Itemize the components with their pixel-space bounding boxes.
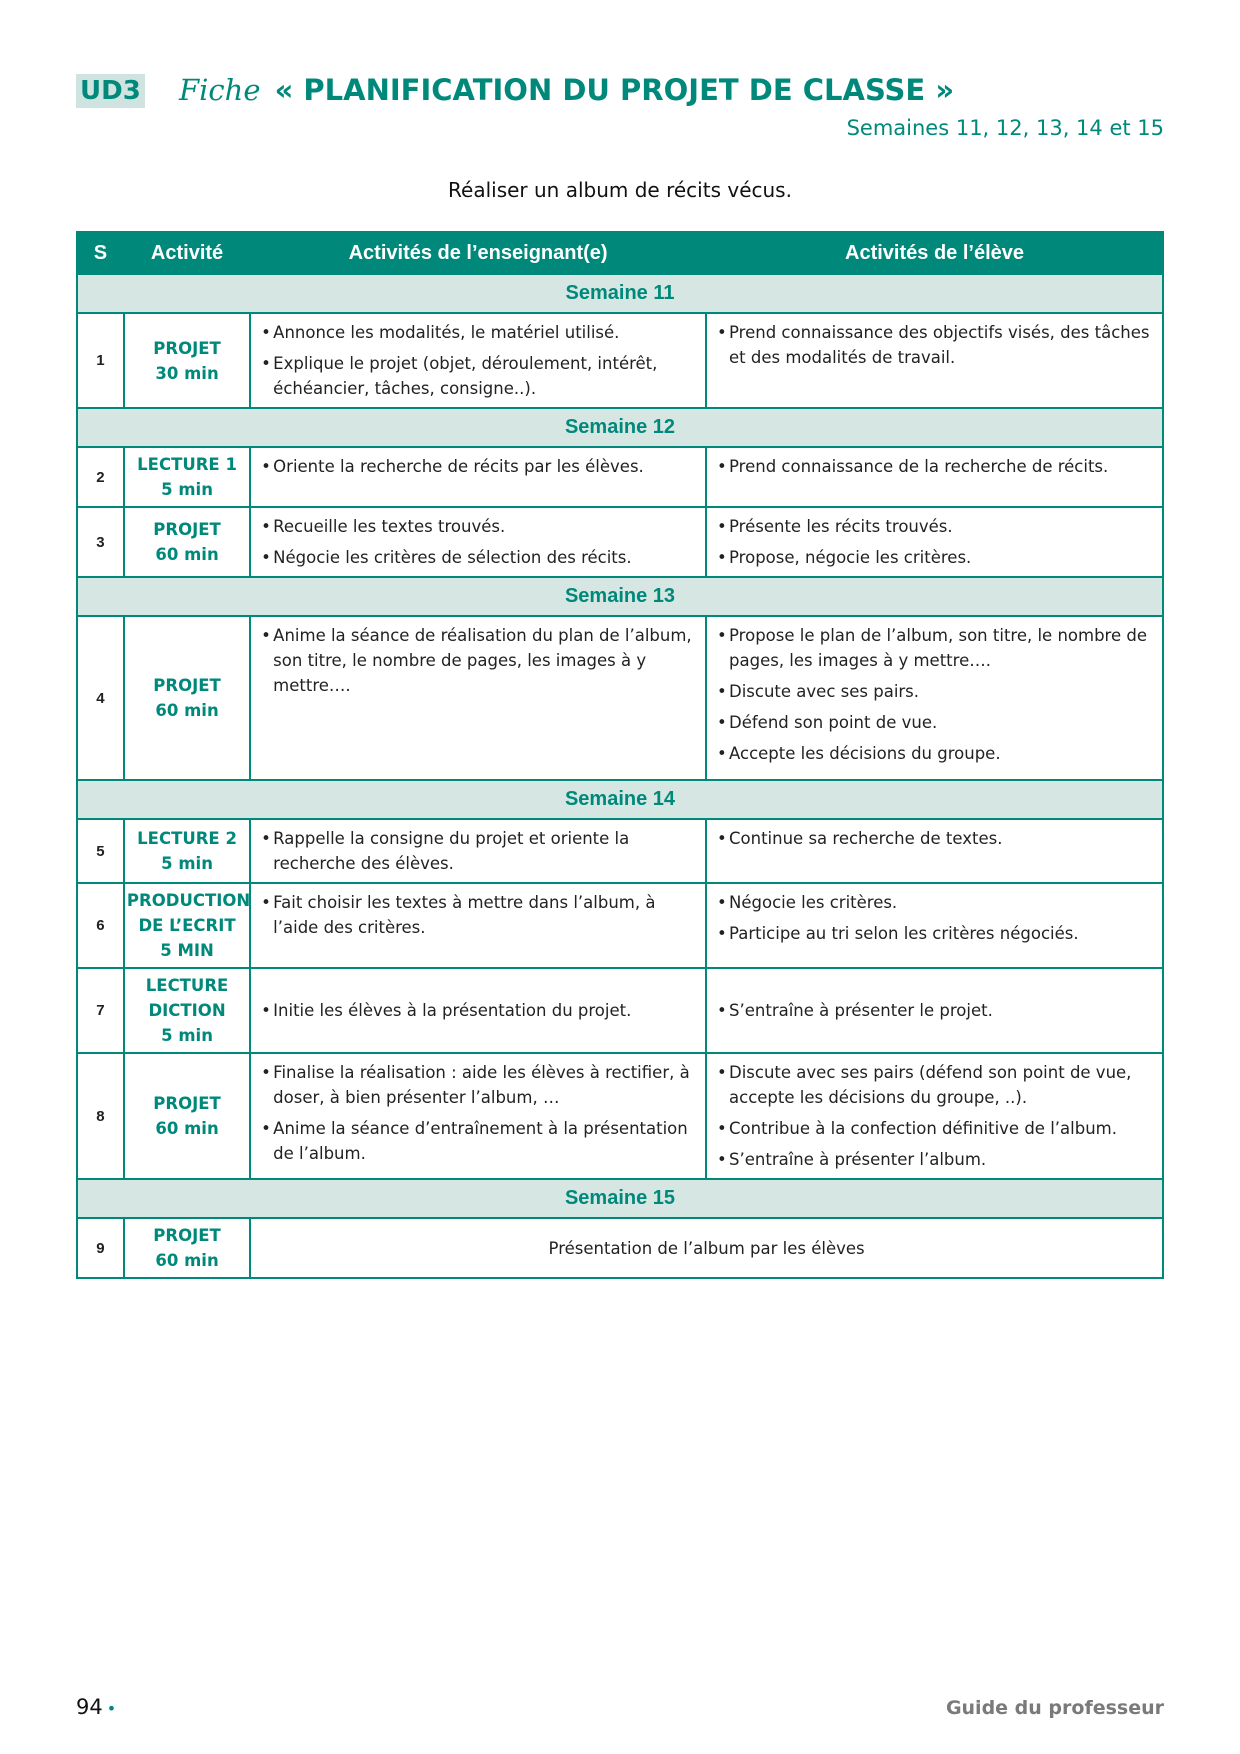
activity-line: PROJET bbox=[153, 338, 221, 358]
activity-line: 30 min bbox=[155, 363, 219, 383]
list-item: • Continue sa recherche de textes. bbox=[715, 826, 1154, 851]
planning-table bbox=[76, 231, 1164, 1279]
activity-cell bbox=[124, 1218, 250, 1278]
page-number bbox=[76, 1695, 116, 1719]
table-header-row bbox=[77, 232, 1163, 274]
activity-line: PROJET bbox=[153, 676, 221, 695]
list-item: • Explique le projet (objet, déroulement, intérêt, échéancier, tâches, consigne..). bbox=[259, 351, 697, 401]
list-item: • Fait choisir les textes à mettre dans l’album, à l’aide des critères. bbox=[259, 890, 697, 940]
teacher-cell bbox=[250, 819, 706, 883]
activity-line: 5 min bbox=[161, 854, 213, 873]
activity-line: 5 min bbox=[161, 1026, 213, 1045]
teacher-list bbox=[259, 514, 697, 570]
student-cell bbox=[706, 313, 1163, 408]
list-item: • Participe au tri selon les critères négociés. bbox=[715, 921, 1154, 946]
table-row bbox=[77, 313, 1163, 408]
subtitle: Réaliser un album de récits vécus. bbox=[448, 178, 792, 202]
table-row bbox=[77, 507, 1163, 577]
fiche-label: Fiche bbox=[179, 73, 261, 107]
teacher-list bbox=[259, 998, 697, 1023]
page-header bbox=[76, 70, 1164, 110]
list-item: • Initie les élèves à la présentation du projet. bbox=[259, 998, 697, 1023]
list-item: • S’entraîne à présenter le projet. bbox=[715, 998, 1154, 1023]
header-s: S bbox=[77, 232, 124, 274]
week-row bbox=[77, 780, 1163, 819]
activity-line: 60 min bbox=[155, 545, 219, 564]
week-row bbox=[77, 408, 1163, 447]
list-item: • Accepte les décisions du groupe. bbox=[715, 741, 1154, 766]
table-row bbox=[77, 1053, 1163, 1179]
table-row bbox=[77, 968, 1163, 1053]
table-row bbox=[77, 883, 1163, 968]
student-list bbox=[715, 514, 1154, 570]
teacher-cell bbox=[250, 968, 706, 1053]
session-number: 5 bbox=[77, 819, 124, 883]
activity-line: 5 min bbox=[161, 480, 213, 499]
list-item: • Finalise la réalisation : aide les élèves à rectifier, à doser, à bien présenter l’album, … bbox=[259, 1060, 697, 1110]
week-row bbox=[77, 577, 1163, 616]
list-item: • Propose le plan de l’album, son titre, le nombre de pages, les images à y mettre…. bbox=[715, 623, 1154, 673]
list-item: • Anime la séance d’entraînement à la présentation de l’album. bbox=[259, 1116, 697, 1166]
merged-cell: Présentation de l’album par les élèves bbox=[250, 1218, 1163, 1278]
student-list bbox=[715, 320, 1154, 370]
week-row bbox=[77, 1179, 1163, 1218]
session-number: 9 bbox=[77, 1218, 124, 1278]
table-row bbox=[77, 447, 1163, 507]
activity-line: 5 MIN bbox=[160, 941, 214, 960]
week-label: Semaine 14 bbox=[77, 780, 1163, 819]
teacher-list bbox=[259, 623, 697, 698]
teacher-cell bbox=[250, 313, 706, 408]
student-cell bbox=[706, 447, 1163, 507]
teacher-list bbox=[259, 1060, 697, 1166]
activity-cell bbox=[124, 616, 250, 780]
unit-badge: UD3 bbox=[76, 74, 145, 108]
table-row bbox=[77, 616, 1163, 780]
session-number: 2 bbox=[77, 447, 124, 507]
activity-line: 60 min bbox=[155, 1251, 219, 1270]
list-item: • Oriente la recherche de récits par les élèves. bbox=[259, 454, 697, 479]
activity-cell bbox=[124, 507, 250, 577]
activity-cell bbox=[124, 968, 250, 1053]
list-item: • Propose, négocie les critères. bbox=[715, 545, 1154, 570]
list-item: • Défend son point de vue. bbox=[715, 710, 1154, 735]
list-item: • Annonce les modalités, le matériel utilisé. bbox=[259, 320, 697, 345]
list-item: • Discute avec ses pairs (défend son point de vue, accepte les décisions du groupe, ..). bbox=[715, 1060, 1154, 1110]
list-item: • Négocie les critères. bbox=[715, 890, 1154, 915]
activity-line: LECTURE 2 bbox=[137, 829, 237, 848]
activity-line: PROJET bbox=[153, 520, 221, 539]
list-item: • Discute avec ses pairs. bbox=[715, 679, 1154, 704]
teacher-cell bbox=[250, 447, 706, 507]
table-row bbox=[77, 1218, 1163, 1278]
header-activity: Activité bbox=[124, 232, 250, 274]
activity-line: PROJET bbox=[153, 1226, 221, 1245]
teacher-list bbox=[259, 320, 697, 401]
list-item: • Présente les récits trouvés. bbox=[715, 514, 1154, 539]
session-number: 4 bbox=[77, 616, 124, 780]
student-cell bbox=[706, 1053, 1163, 1179]
week-row bbox=[77, 274, 1163, 313]
list-item: • Négocie les critères de sélection des récits. bbox=[259, 545, 697, 570]
student-list bbox=[715, 998, 1154, 1023]
session-number: 3 bbox=[77, 507, 124, 577]
teacher-cell bbox=[250, 616, 706, 780]
session-number: 1 bbox=[77, 313, 124, 408]
student-list bbox=[715, 826, 1154, 851]
teacher-cell bbox=[250, 507, 706, 577]
activity-line: DICTION bbox=[148, 1001, 226, 1020]
teacher-cell bbox=[250, 883, 706, 968]
list-item: • Recueille les textes trouvés. bbox=[259, 514, 697, 539]
table-row bbox=[77, 819, 1163, 883]
session-number: 7 bbox=[77, 968, 124, 1053]
list-item: • Prend connaissance de la recherche de récits. bbox=[715, 454, 1154, 479]
teacher-list bbox=[259, 890, 697, 940]
list-item: • Contribue à la confection définitive de l’album. bbox=[715, 1116, 1154, 1141]
activity-line: DE L’ECRIT bbox=[138, 916, 236, 935]
activity-line: LECTURE 1 bbox=[137, 455, 237, 474]
student-list bbox=[715, 1060, 1154, 1172]
page-number-text: 94 bbox=[76, 1695, 103, 1719]
student-cell bbox=[706, 616, 1163, 780]
table-body bbox=[77, 274, 1163, 1278]
page-dot: • bbox=[106, 1699, 117, 1718]
week-label: Semaine 12 bbox=[77, 408, 1163, 447]
teacher-list bbox=[259, 826, 697, 876]
activity-line: LECTURE bbox=[145, 976, 229, 995]
activity-line: 60 min bbox=[155, 1119, 219, 1138]
student-cell bbox=[706, 968, 1163, 1053]
activity-cell bbox=[124, 883, 250, 968]
header-teacher: Activités de l’enseignant(e) bbox=[250, 232, 706, 274]
activity-line: 60 min bbox=[155, 701, 219, 720]
student-list bbox=[715, 623, 1154, 766]
week-label: Semaine 13 bbox=[77, 577, 1163, 616]
teacher-list bbox=[259, 454, 697, 479]
title-text: « PLANIFICATION DU PROJET DE CLASSE » bbox=[274, 73, 955, 107]
footer-guide: Guide du professeur bbox=[945, 1697, 1164, 1719]
activity-cell bbox=[124, 819, 250, 883]
activity-cell bbox=[124, 313, 250, 408]
activity-line: PRODUCTION bbox=[126, 891, 251, 910]
header-student: Activités de l’élève bbox=[706, 232, 1163, 274]
list-item: • S’entraîne à présenter l’album. bbox=[715, 1147, 1154, 1172]
weeks-range: Semaines 11, 12, 13, 14 et 15 bbox=[846, 116, 1164, 140]
teacher-cell bbox=[250, 1053, 706, 1179]
student-list bbox=[715, 454, 1154, 479]
list-item: • Anime la séance de réalisation du plan de l’album, son titre, le nombre de pages, les images à y mettre…. bbox=[259, 623, 697, 698]
activity-cell bbox=[124, 1053, 250, 1179]
student-cell bbox=[706, 819, 1163, 883]
page-title bbox=[179, 70, 954, 110]
student-cell bbox=[706, 507, 1163, 577]
list-item: • Prend connaissance des objectifs visés, des tâches et des modalités de travail. bbox=[715, 320, 1154, 370]
week-label: Semaine 15 bbox=[77, 1179, 1163, 1218]
activity-line: PROJET bbox=[153, 1094, 221, 1113]
session-number: 6 bbox=[77, 883, 124, 968]
student-list bbox=[715, 890, 1154, 946]
list-item: • Rappelle la consigne du projet et oriente la recherche des élèves. bbox=[259, 826, 697, 876]
activity-cell bbox=[124, 447, 250, 507]
session-number: 8 bbox=[77, 1053, 124, 1179]
student-cell bbox=[706, 883, 1163, 968]
week-label: Semaine 11 bbox=[77, 274, 1163, 313]
